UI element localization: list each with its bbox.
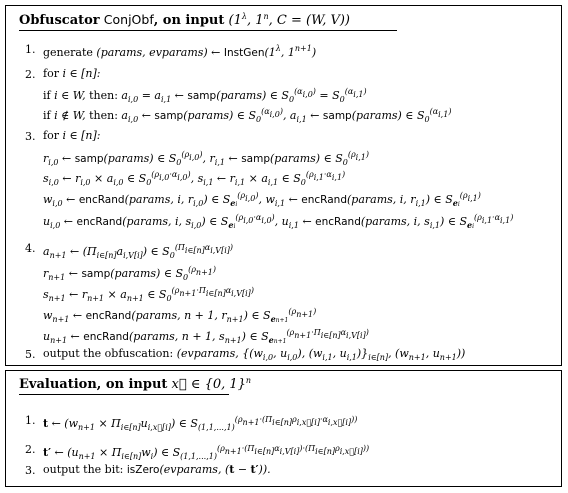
evaluation-title-args: x⃗ ∈ {0, 1}$^n$ [171,376,252,392]
step-4-line-w: $w_{n+1}$ ← encRand(params, n + 1, $r_{n+1}$) ∈ $S_{en+1}^{(\rho n+1)}$ [43,307,317,324]
evaluation-title [19,376,251,392]
evaluation-title-underline [19,394,229,395]
step-number: 5. [25,348,36,361]
step-3-line-u: $u_{i,0}$ ← encRand(params, i, $s_{i,0}$) ∈ $S_{ei}^{(\rho i,0\cdot\alpha i,0)}$, $u_{i,1}$ ← encRand(params, i, $s_{i,1}$) ∈ $S_{ei}^{(\rho i,1\cdot\alpha i,1)}$ [43,213,514,230]
step-4-line-s: $s_{n+1}$ ← $r_{n+1} \times a_{n+1}$ ∈ $S_0^{(\rho n+1\cdot\Pi i\in[n]\alpha i,V[i])}$ [43,286,254,303]
obfuscator-title [19,12,350,28]
step-number: 2. [25,68,36,81]
step-3-line-r: $r_{i,0}$ ← samp(params) ∈ $S_0^{(\rho i,0)}$, $r_{i,1}$ ← samp(params) ∈ $S_0^{(\rho i,1)}$ [43,150,369,167]
step-3-line: for i ∈ [n]: [43,129,101,142]
obfuscator-panel [5,5,562,366]
step-number: 4. [25,242,36,255]
step-number: 1. [25,43,36,56]
step-2-line-notw: if i ∉ W, then: $a_{i,0}$ ← samp(params) ∈ $S_0^{(\alpha i,0)}$, $a_{i,1}$ ← samp(params) ∈ $S_0^{(\alpha i,1)}$ [43,107,452,124]
step-4-line-a: $a_{n+1}$ ← $(\Pi_{i\in[n]}a_{i,V[i]})$ ∈ $S_0^{(\Pi i\in[n]\alpha i,V[i])}$ [43,243,234,260]
step-number: 3. [25,464,36,477]
step-2-line: for i ∈ [n]: [43,67,101,80]
obfuscator-title-args: ($1^\lambda$, 1$^n$, C = (W, V)) [228,12,350,28]
obfuscator-title-rest: , on input [153,13,225,28]
obfuscator-title-bold: Obfuscator [19,13,100,28]
eval-step-3-line: output the bit: isZero(evparams, (t − t′)). [43,463,271,476]
evaluation-panel [5,370,562,487]
step-3-line-s: $s_{i,0}$ ← $r_{i,0} \times a_{i,0}$ ∈ $S_0^{(\rho i,0\cdot\alpha i,0)}$, $s_{i,1}$ ← $r_{i,1} \times a_{i,1}$ ∈ $S_0^{(\rho i,1\cdot\alpha i,1)}$ [43,170,346,187]
obfuscator-title-underline [19,30,397,31]
eval-step-2-line: t′ ← $(u_{n+1} \times \Pi_{i\in[n]}w_i)$ ∈ $S_{(1,1,...,1)}^{(\rho n+1\cdot(\Pi i\in[n]\alpha i,V[i])\cdot(\Pi i\in[n]\rho i,x⃗[i]))}$ [43,444,370,461]
step-2-line-w: if i ∈ W, then: $a_{i,0} = a_{i,1}$ ← samp(params) ∈ $S_0^{(\alpha i,0)} = S_0^{(\alpha i,1)}$ [43,87,367,104]
step-4-line-u: $u_{n+1}$ ← encRand(params, n + 1, $s_{n+1}$) ∈ $S_{en+1}^{(\rho n+1\cdot\Pi i\in[n]\alpha i,V[i])}$ [43,328,369,345]
obfuscator-name: ConjObf [103,12,154,27]
step-5-line: output the obfuscation: (evparams, {($w_{i,0}$, $u_{i,0}$), ($w_{i,1}$, $u_{i,1})\}_{i\in[n]}$, ($w_{n+1}$, $u_{n+1}$)) [43,347,466,362]
step-number: 1. [25,414,36,427]
step-3-line-w: $w_{i,0}$ ← encRand(params, i, $r_{i,0}$) ∈ $S_{ei}^{(\rho i,0)}$, $w_{i,1}$ ← encRand(params, i, $r_{i,1}$) ∈ $S_{ei}^{(\rho i,1)}$ [43,191,481,208]
step-number: 2. [25,443,36,456]
step-4-line-r: $r_{n+1}$ ← samp(params) ∈ $S_0^{(\rho n+1)}$ [43,265,216,282]
evaluation-title-bold: Evaluation, on input [19,377,168,392]
eval-step-1-line: t ← $(w_{n+1} \times \Pi_{i\in[n]}u_{i,x⃗[i]})$ ∈ $S_{(1,1,...,1)}^{(\rho n+1\cdot(\Pi i\in[n]\rho i,x⃗[i]\cdot\alpha i,x⃗[i]))}$ [43,415,358,432]
step-number: 3. [25,130,36,143]
step-1-line: generate (params, evparams) ← $InstGen(1^\lambda$, $1^{n+1}$) [43,44,317,59]
